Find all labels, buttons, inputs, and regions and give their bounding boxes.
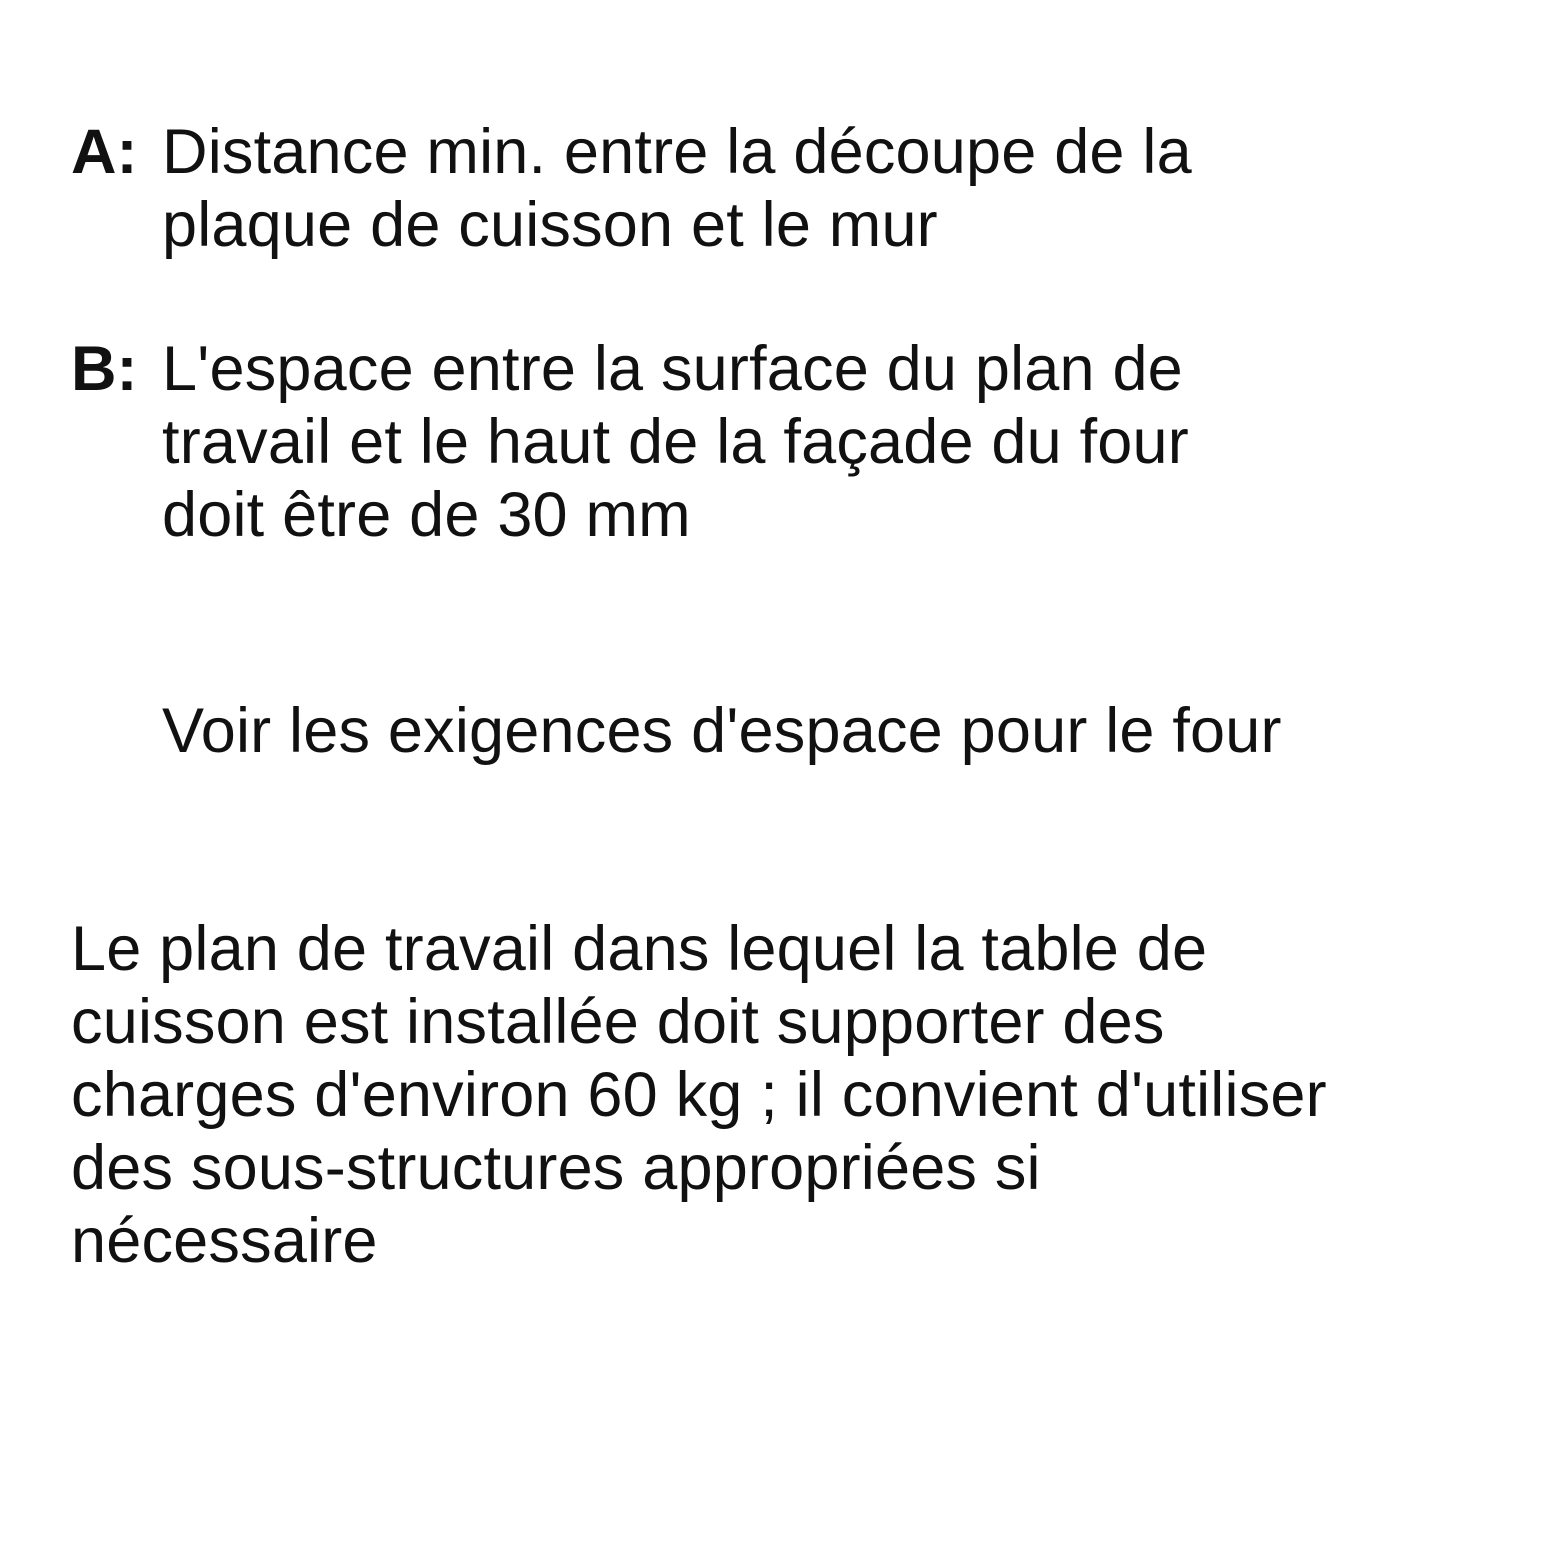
item-b-line-2: travail et le haut de la façade du four [162, 407, 1189, 477]
paragraph-line-2: cuisson est installée doit supporter des [71, 987, 1165, 1057]
paragraph-line-1: Le plan de travail dans lequel la table de [71, 914, 1208, 984]
paragraph-line-5: nécessaire [71, 1206, 378, 1276]
item-b-line-1: L'espace entre la surface du plan de [162, 334, 1183, 404]
item-b-label: B: [71, 334, 138, 404]
item-a-line-1: Distance min. entre la découpe de la [162, 117, 1192, 187]
item-b-line-3: doit être de 30 mm [162, 480, 691, 550]
paragraph-line-3: charges d'environ 60 kg ; il convient d'utiliser [71, 1060, 1327, 1130]
paragraph-line-4: des sous-structures appropriées si [71, 1133, 1041, 1203]
oven-space-note: Voir les exigences d'espace pour le four [162, 696, 1282, 766]
item-a-line-2: plaque de cuisson et le mur [162, 190, 938, 260]
item-a-label: A: [71, 117, 138, 187]
